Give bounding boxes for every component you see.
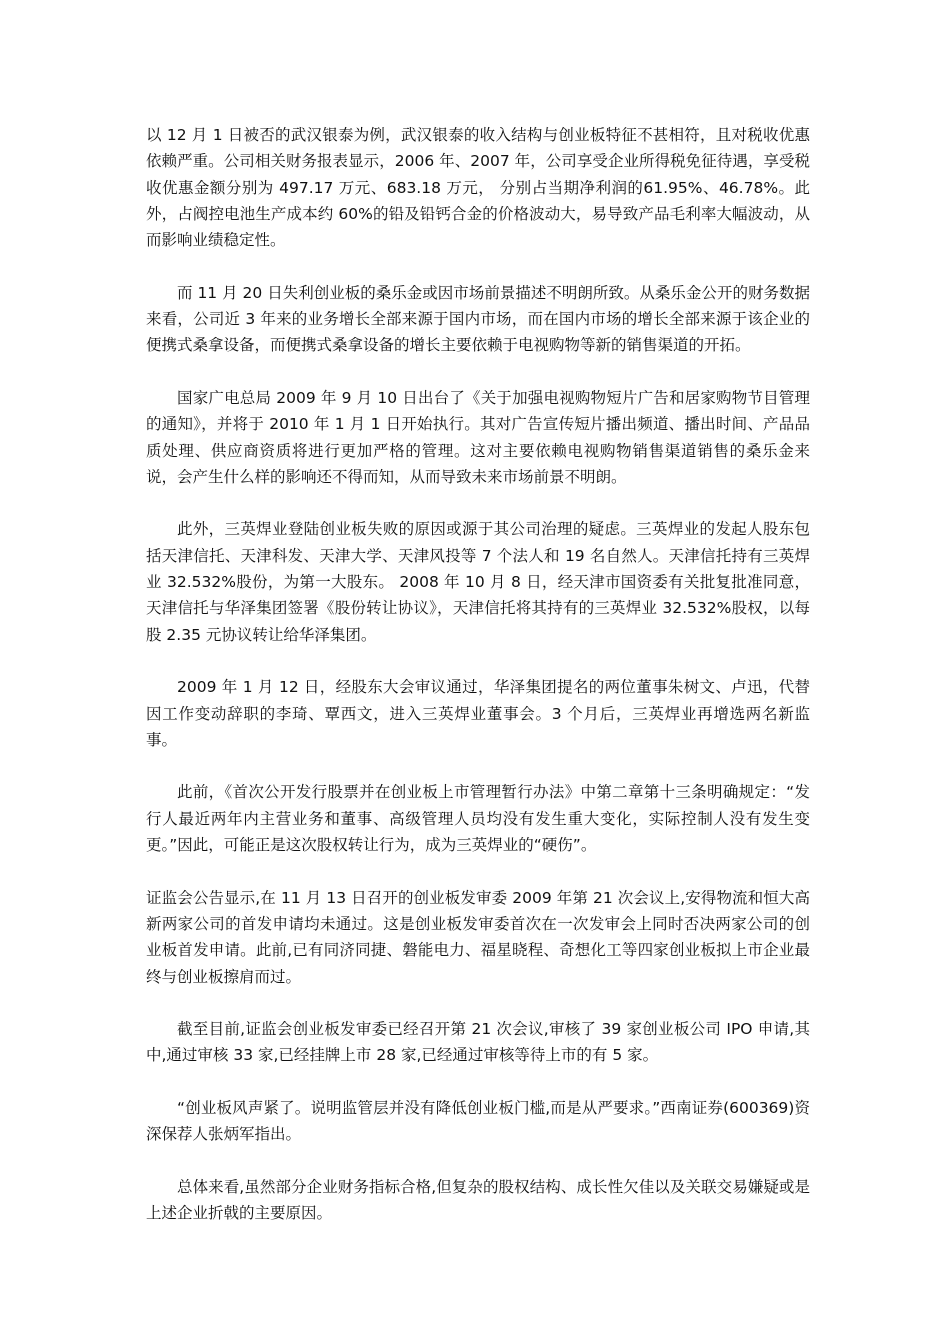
paragraph-sanglejin: 而 11 月 20 日失利创业板的桑乐金或因市场前景描述不明朗所致。从桑乐金公开的财务数据来看，公司近 3 年来的业务增长全部来源于国内市场，而在国内市场的增长全部来源于该企业的便携式桑拿设备，而便携式桑拿设备的增长主要依赖于电视购物等新的销售渠道的开拓。 [146,283,810,355]
paragraph-board-change: 2009 年 1 月 12 日，经股东大会审议通过，华泽集团提名的两位董事朱树文、卢迅，代替因工作变动辞职的李琦、覃西文，进入三英焊业董事会。3 个月后，三英焊业再增选两名新监事。 [146,678,810,749]
paragraph-sponsor-quote: “创业板风声紧了。说明监管层并没有降低创业板门槛,而是从严要求。”西南证券(600369)资深保荐人张炳军指出。 [146,1098,810,1144]
paragraph-wuhan-yintai: 以 12 月 1 日被否的武汉银泰为例，武汉银泰的收入结构与创业板特征不甚相符，且对税收优惠依赖严重。公司相关财务报表显示，2006 年、2007 年，公司享受企业所得税免征待遇，享受税收优惠金额分别为 497.17 万元、683.18 万元， 分别占当期净利润的61.95%、46.78%。此外，占阀控电池生产成本约 60%的铅及铅钙合金的价格波动大，易导致产品毛利率大幅波动，从而影响业绩稳定性。 [146,126,810,250]
paragraph-sanying-governance: 此外，三英焊业登陆创业板失败的原因或源于其公司治理的疑虑。三英焊业的发起人股东包括天津信托、天津科发、天津大学、天津风投等 7 个法人和 19 名自然人。天津信托持有三英焊业 32.532%股份，为第一大股东。 2008 年 10 月 8 日，经天津市国资委有关批复批准同意，天津信托与华泽集团签署《股份转让协议》，天津信托将其持有的三英焊业 32.532%股权，以每股 2.35 元协议转让给华泽集团。 [146,520,810,644]
paragraph-review-stats: 截至目前,证监会创业板发审委已经召开第 21 次会议,审核了 39 家创业板公司 IPO 申请,其中,通过审核 33 家,已经挂牌上市 28 家,已经通过审核等待上市的有 5 家。 [146,1020,810,1065]
article-body [146,122,810,1226]
paragraph-conclusion: 总体来看,虽然部分企业财务指标合格,但复杂的股权结构、成长性欠佳以及关联交易嫌疑或是上述企业折戟的主要原因。 [146,1177,810,1223]
paragraph-csrc-announcement: 证监会公告显示,在 11 月 13 日召开的创业板发审委 2009 年第 21 次会议上,安得物流和恒大高新两家公司的首发申请均未通过。这是创业板发审委首次在一次发审会上同时否决两家公司的创业板首发申请。此前,已有同济同捷、磐能电力、福星晓程、奇想化工等四家创业板拟上市企业最终与创业板擦肩而过。 [146,888,810,986]
paragraph-sarft-notice: 国家广电总局 2009 年 9 月 10 日出台了《关于加强电视购物短片广告和居家购物节目管理的通知》，并将于 2010 年 1 月 1 日开始执行。其对广告宣传短片播出频道、播出时间、产品品质处理、供应商资质将进行更加严格的管理。这对主要依赖电视购物销售渠道销售的桑乐金来说，会产生什么样的影响还不得而知，从而导致未来市场前景不明朗。 [146,388,810,486]
paragraph-regulation-quote: 此前，《首次公开发行股票并在创业板上市管理暂行办法》中第二章第十三条明确规定：“发行人最近两年内主营业务和董事、高级管理人员均没有发生重大变化，实际控制人没有发生变更。”因此，可能正是这次股权转让行为，成为三英焊业的“硬伤”。 [146,783,810,855]
